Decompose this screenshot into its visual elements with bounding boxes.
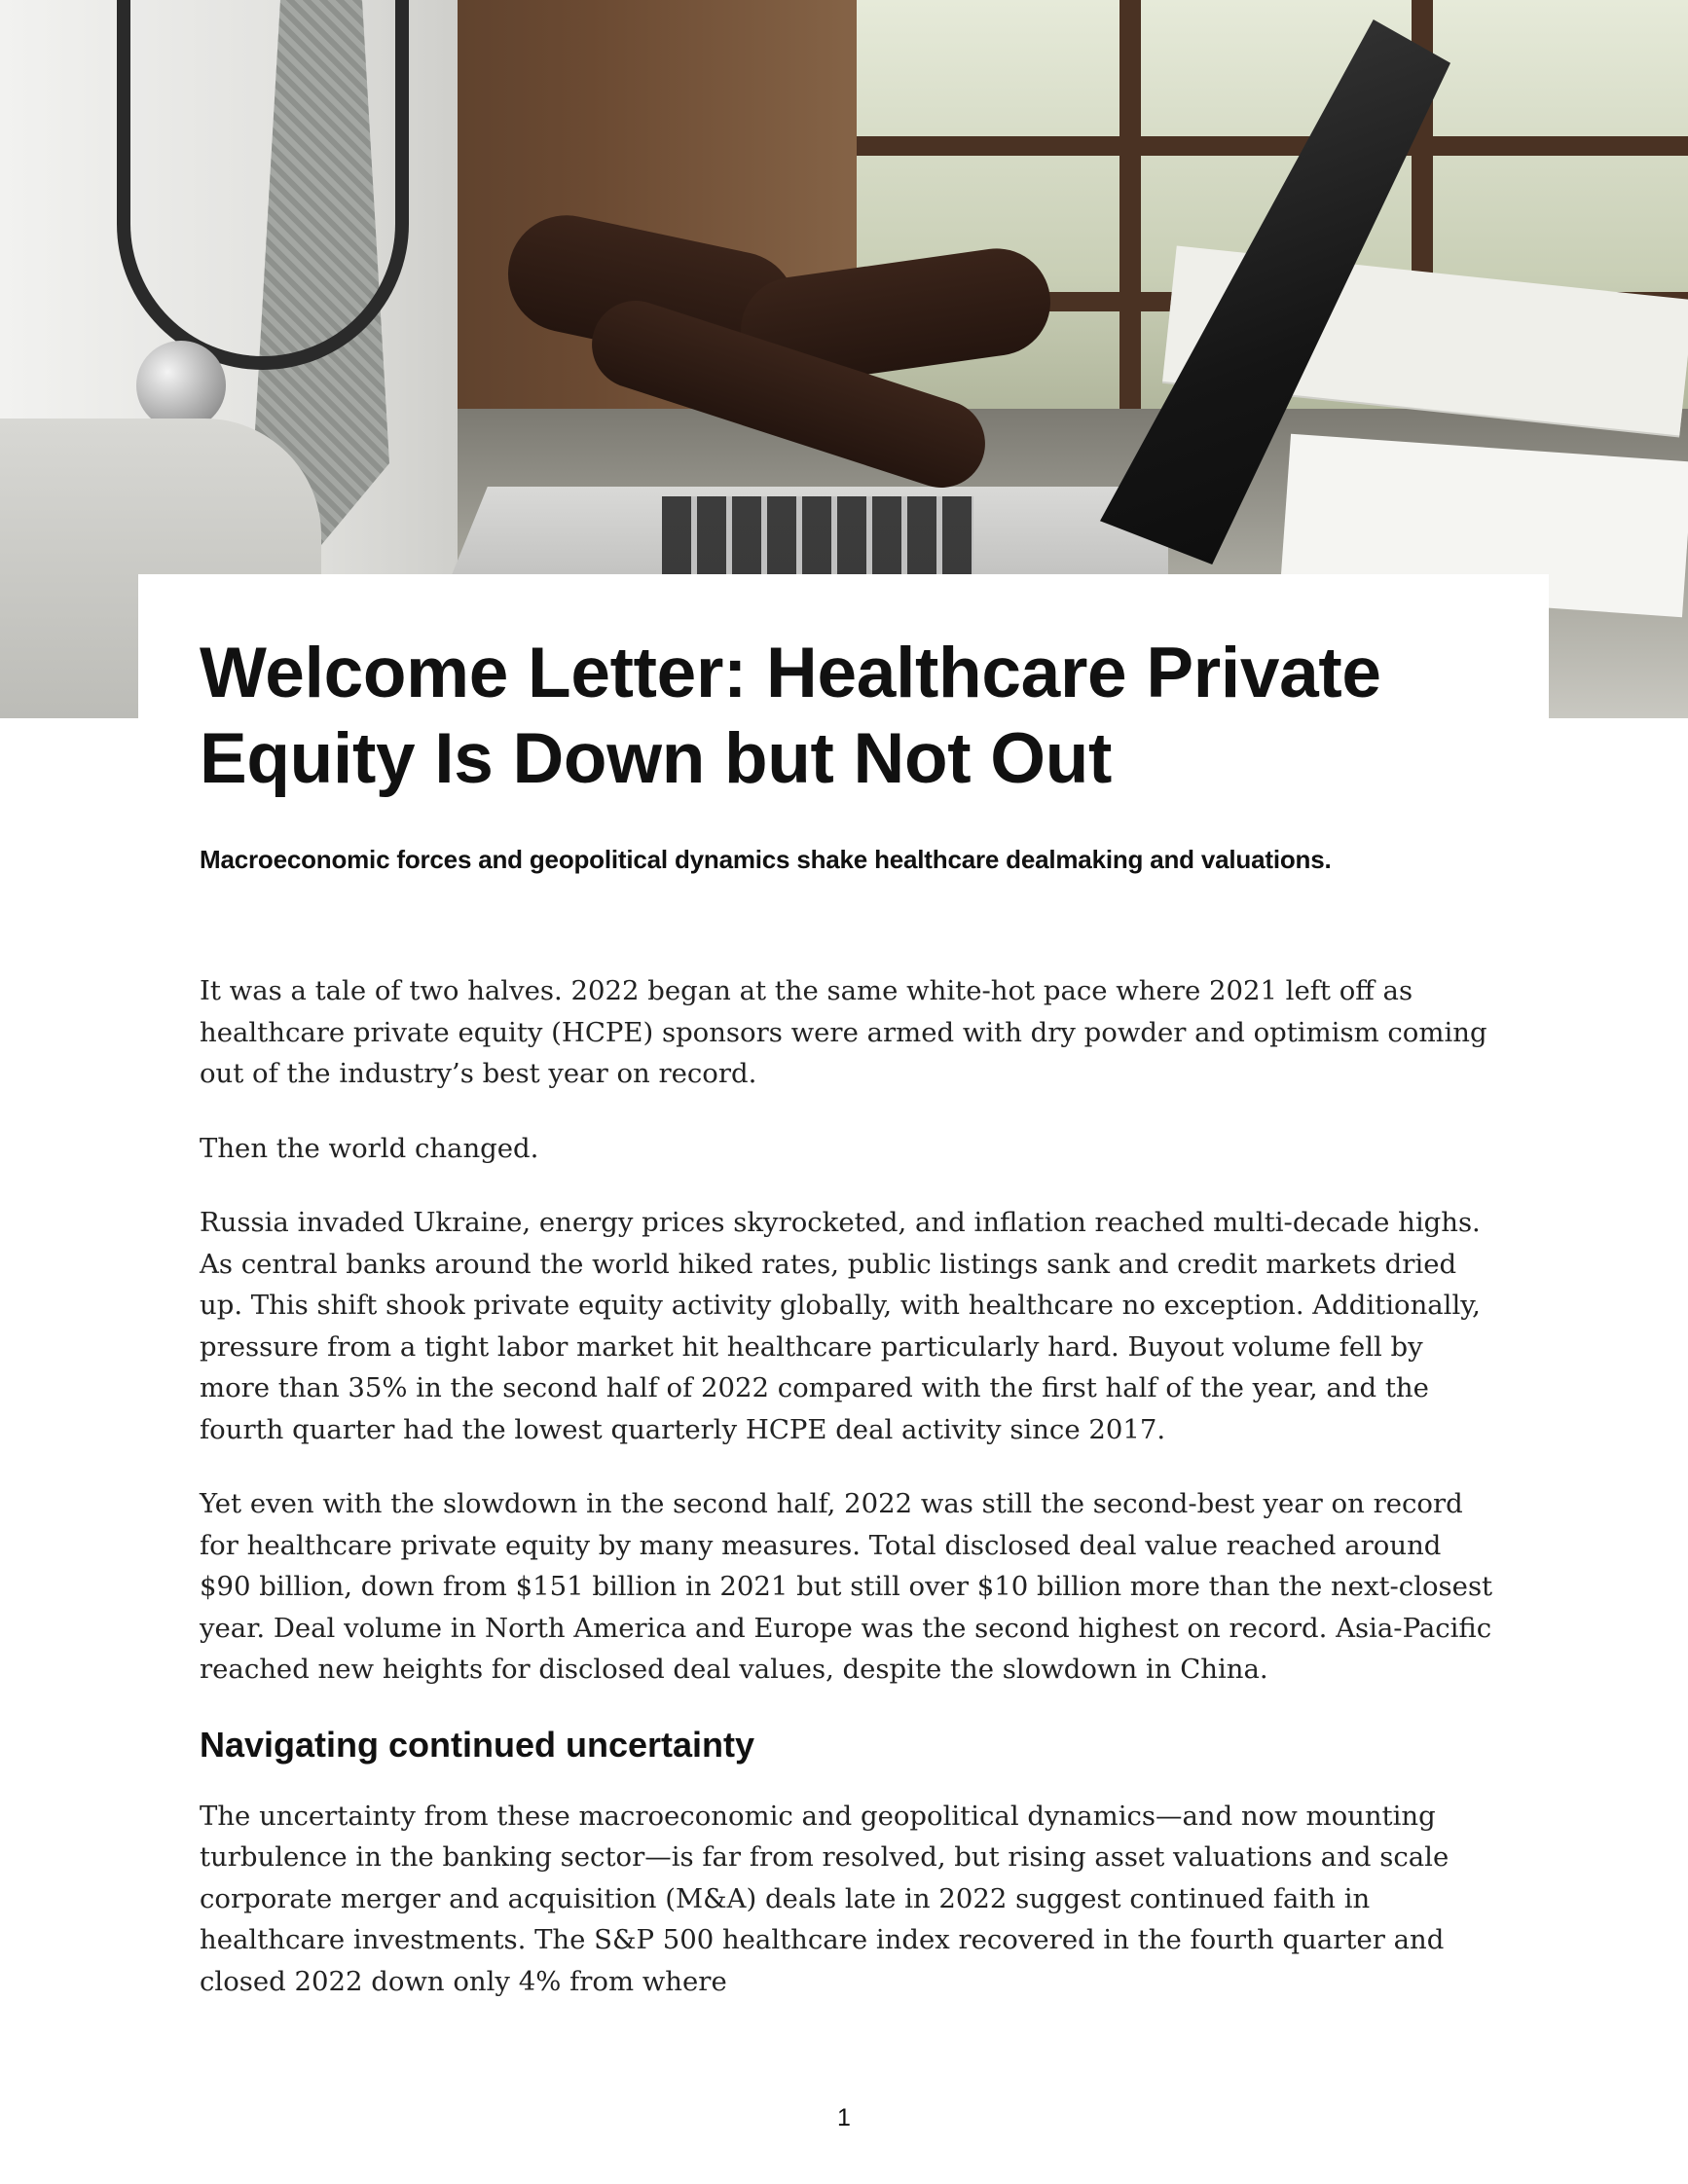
paragraph: Then the world changed. [200, 1132, 539, 1164]
page-title: Welcome Letter: Healthcare Private Equity Is Down but Not Out [200, 634, 1381, 798]
window-frame [857, 136, 1688, 156]
article-body [200, 970, 1494, 2035]
stethoscope [117, 0, 409, 370]
paragraph: It was a tale of two halves. 2022 began at the same white-hot pace where 2021 left off as healthcare private equity (HCPE) sponsors were armed with dry powder and optimism coming out of the industry’s best year on record. [200, 975, 1487, 1089]
stethoscope-bell [136, 341, 226, 430]
page-subtitle: Macroeconomic forces and geopolitical dynamics shake healthcare dealmaking and valuations. [200, 845, 1332, 874]
laptop-keyboard [662, 496, 973, 580]
paragraph: Yet even with the slowdown in the second half, 2022 was still the second-best year on record for healthcare private equity by many measures. Total disclosed deal value reached around $90 billion, down from $151 billion in 2021 but still over $10 billion more than the next-closest year. Deal volume in North America and Europe was the second highest on record. Asia-Pacific reached new heights for disclosed deal values, despite the slowdown in China. [200, 1488, 1493, 1685]
window-frame [1119, 0, 1141, 457]
page-number: 1 [837, 2104, 851, 2131]
paragraph: Russia invaded Ukraine, energy prices skyrocketed, and inflation reached multi-decade highs. As central banks around the world hiked rates, public listings sank and credit markets dried up. This shift shook private equity activity globally, with healthcare no exception. Additionally, pressure from a tight labor market hit healthcare particularly hard. Buyout volume fell by more than 35% in the second half of 2022 compared with the first half of the year, and the fourth quarter had the lowest quarterly HCPE deal activity since 2017. [200, 1207, 1481, 1445]
section-heading: Navigating continued uncertainty [200, 1724, 755, 1765]
paragraph: The uncertainty from these macroeconomic and geopolitical dynamics—and now mounting turbulence in the banking sector—is far from resolved, but rising asset valuations and scale corporate merger and acquisition (M&A) deals late in 2022 suggest continued faith in healthcare investments. The S&P 500 healthcare index recovered in the fourth quarter and closed 2022 down only 4% from where [200, 1800, 1449, 1997]
